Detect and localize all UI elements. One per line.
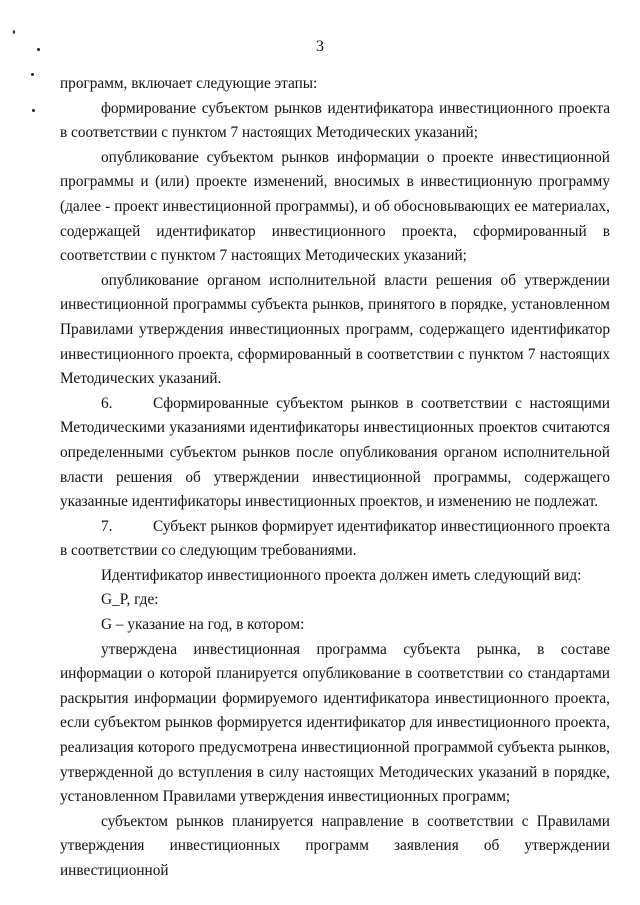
paragraph: программ, включает следующие этапы: <box>60 75 318 92</box>
paragraph: опубликование субъектом рынков информации о проекте инвестиционной программы и (или) проекте изменений, вносимых в инвестиционную программу (далее - проект инвестиционной программы), и об обосновывающих ее материалах, содержащей идентификатор инвестиционного проекта, сформированный в соответствии с пунктом 7 настоящих Методических указаний; <box>60 148 610 265</box>
numbered-paragraph <box>60 392 610 515</box>
paragraph: G_P, где: <box>101 591 159 609</box>
paragraph: субъектом рынков планируется направление в соответствии с Правилами утверждения инвестиционных программ заявления об утверждении инвестиционной <box>60 812 610 879</box>
scan-speck <box>31 73 34 76</box>
paragraph: Идентификатор инвестиционного проекта должен иметь следующий вид: <box>101 566 582 584</box>
numbered-paragraph <box>60 515 610 564</box>
scan-speck <box>13 30 15 34</box>
document-body <box>60 72 610 884</box>
paragraph-number: 7. <box>101 517 113 535</box>
paragraph-text: Сформированные субъектом рынков в соответствии с настоящими Методическими указаниями идентификаторы инвестиционных проектов считаются определенными субъектом рынков после опубликования органом исполнительной власти решения об утверждении инвестиционной программы, содержащего указанные идентификаторы инвестиционных проектов, и изменению не подлежат. <box>60 394 610 511</box>
paragraph-number: 6. <box>101 394 113 412</box>
paragraph: формирование субъектом рынков идентификатора инвестиционного проекта в соответствии с пунктом 7 настоящих Методических указаний; <box>60 99 610 142</box>
page-number: 3 <box>316 38 324 55</box>
paragraph: G – указание на год, в котором: <box>101 616 305 634</box>
paragraph-text: Субъект рынков формирует идентификатор инвестиционного проекта в соответствии со следующим требованиями. <box>60 517 610 560</box>
scan-speck <box>32 109 35 112</box>
paragraph: опубликование органом исполнительной власти решения об утверждении инвестиционной программы субъекта рынков, принятого в порядке, установленном Правилами утверждения инвестиционных программ, содержащего идентификатор инвестиционного проекта, сформированный в соответствии с пунктом 7 настоящих Методических указаний. <box>60 271 610 388</box>
paragraph: утверждена инвестиционная программа субъекта рынка, в составе информации о которой планируется опубликование в соответствии со стандартами раскрытия информации формируемого идентификатора инвестиционного проекта, если субъектом рынков формируется идентификатор для инвестиционного проекта, реализация которого предусмотрена инвестиционной программой субъекта рынков, утвержденной до вступления в силу настоящих Методических указаний в порядке, установленном Правилами утверждения инвестиционных программ; <box>60 640 610 806</box>
